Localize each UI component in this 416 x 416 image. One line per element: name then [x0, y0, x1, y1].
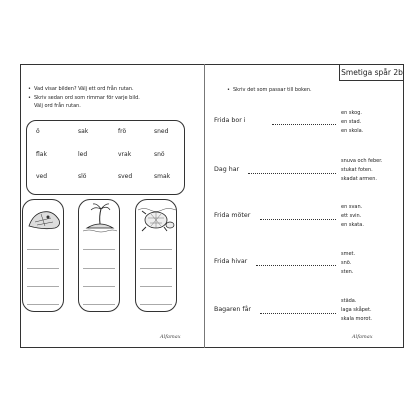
header-tab: Smetiga spår 2b — [339, 65, 404, 81]
word-item: snö — [154, 151, 165, 158]
answer-option: en svan. — [341, 204, 363, 210]
word-item: frö — [118, 128, 127, 135]
picture-card-1 — [22, 199, 64, 312]
writing-line — [83, 286, 115, 287]
answer-option: laga skåpet. — [341, 307, 372, 313]
word-item: slö — [78, 173, 87, 180]
word-item: ö — [36, 128, 40, 135]
writing-line — [27, 304, 59, 305]
writing-line — [27, 286, 59, 287]
answer-option: ett svin. — [341, 213, 362, 219]
writing-line — [27, 268, 59, 269]
word-item: sved — [118, 173, 133, 180]
writing-line — [83, 249, 115, 250]
answer-option: smet. — [341, 251, 356, 257]
word-item: smak — [154, 173, 171, 180]
sentence-start: Dag har — [214, 166, 240, 173]
palm-island-icon — [79, 200, 121, 240]
instruction-2: • Skriv sedan ord som rimmar för varje bild. — [28, 95, 140, 101]
instruction-1: • Vad visar bilden? Välj ett ord från rutan. — [28, 86, 134, 92]
sentence-start: Frida hivar — [214, 258, 248, 265]
sentence-start: Frida bor i — [214, 117, 246, 124]
publisher-logo-right: Alfamax — [352, 334, 373, 340]
answer-option: sten. — [341, 269, 354, 275]
answer-option: skadat armen. — [341, 176, 378, 182]
answer-line[interactable] — [260, 219, 336, 220]
writing-line — [83, 304, 115, 305]
picture-card-3 — [135, 199, 177, 312]
answer-option: en skata. — [341, 222, 364, 228]
answer-option: en skog. — [341, 110, 362, 116]
answer-option: snuva och feber. — [341, 158, 383, 164]
right-instruction: • Skriv det som passar till boken. — [227, 87, 312, 93]
writing-line — [140, 304, 172, 305]
answer-option: stukat foten. — [341, 167, 373, 173]
writing-line — [27, 249, 59, 250]
publisher-logo-left: Alfamax — [160, 334, 181, 340]
answer-option: städa. — [341, 298, 357, 304]
sentence-start: Bagaren får — [214, 306, 252, 313]
answer-line[interactable] — [256, 265, 336, 266]
word-item: led — [78, 151, 88, 158]
sentence-start: Frida möter — [214, 212, 251, 219]
answer-option: snö. — [341, 260, 352, 266]
answer-line[interactable] — [260, 313, 336, 314]
answer-option: en stad. — [341, 119, 362, 125]
word-item: vrak — [118, 151, 132, 158]
picture-card-2 — [78, 199, 120, 312]
answer-option: skala morot. — [341, 316, 373, 322]
writing-line — [83, 268, 115, 269]
rock-shipwreck-icon — [23, 200, 65, 240]
word-item: ved — [36, 173, 48, 180]
writing-line — [140, 268, 172, 269]
word-item: sak — [78, 128, 89, 135]
word-item: flak — [36, 151, 47, 158]
page-fold — [204, 64, 205, 348]
answer-line[interactable] — [272, 124, 336, 125]
answer-option: en skola. — [341, 128, 364, 134]
answer-line[interactable] — [248, 173, 336, 174]
turtle-icon — [136, 200, 178, 240]
word-item: sned — [154, 128, 169, 135]
writing-line — [140, 249, 172, 250]
writing-line — [140, 286, 172, 287]
instruction-3: Välj ord från rutan. — [34, 103, 81, 109]
